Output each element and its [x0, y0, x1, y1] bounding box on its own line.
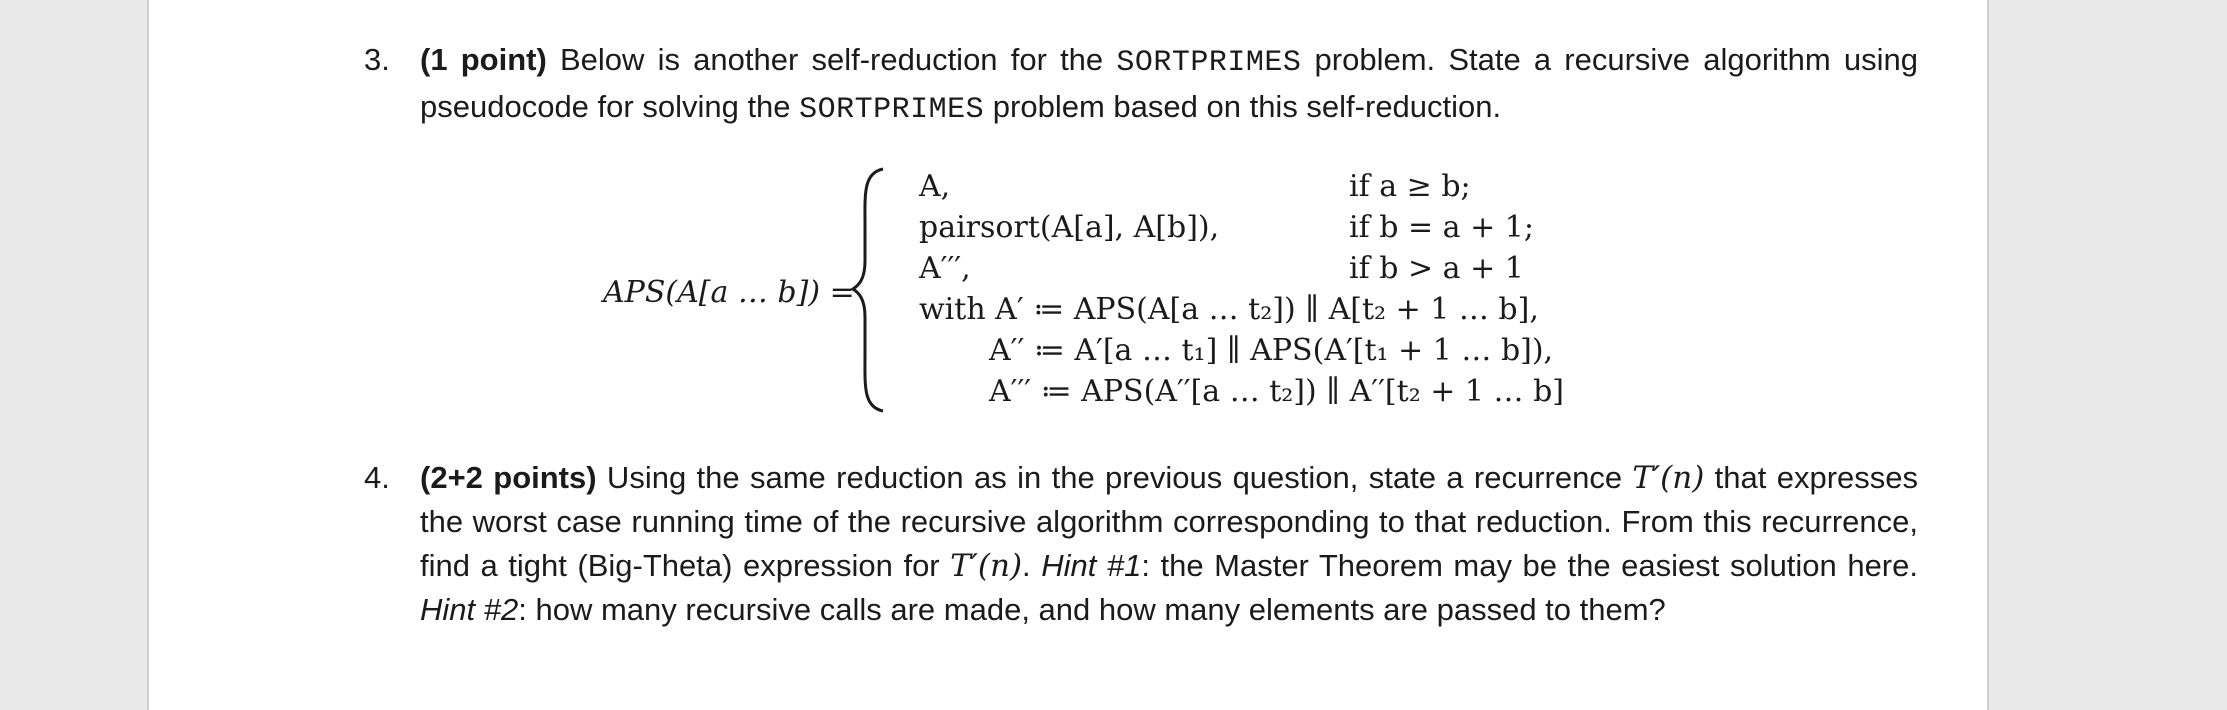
code-sortprimes-1: SORTPRIMES	[1116, 46, 1302, 80]
row-1-expr: A,	[919, 169, 951, 204]
code-sortprimes-2: SORTPRIMES	[799, 93, 985, 127]
math-t-prime-n-1: T′(n)	[1632, 460, 1705, 496]
math-t-prime-n-2: T′(n)	[950, 548, 1023, 584]
hint-2-label: Hint #2	[420, 592, 519, 627]
question-3-text-b: problem. State a recursive algorithm using pseudocode for solving the	[420, 42, 1918, 124]
hint-1-label: Hint #1	[1041, 548, 1142, 583]
document-page	[147, 0, 1989, 710]
question-4-text-b: that expresses the worst case running time of the recursive algorithm corresponding to that reduction. From this recurrence, find a tight (Big-Theta) expression for	[420, 460, 1918, 583]
question-3-text-a: Below is another self-reduction for the	[546, 42, 1117, 77]
row-5-expr: A′′ ≔ A′[a … t₁] ∥ APS(A′[t₁ + 1 … b]),	[989, 333, 1554, 368]
row-1-cond: if a ≥ b;	[1349, 169, 1471, 204]
question-4-number: 4.	[364, 460, 390, 495]
row-2-expr: pairsort(A[a], A[b]),	[919, 210, 1220, 245]
question-3-points: (1 point)	[420, 42, 547, 77]
question-3-text	[420, 38, 1918, 132]
hint-1-text: : the Master Theorem may be the easiest solution here.	[1141, 548, 1918, 583]
row-3-expr: A′′′,	[919, 251, 971, 286]
row-2-cond: if b = a + 1;	[1349, 210, 1534, 245]
row-6-expr: A′′′ ≔ APS(A′′[a … t₂]) ∥ A′′[t₂ + 1 … b]	[989, 374, 1564, 409]
row-4-expr: with A′ ≔ APS(A[a … t₂]) ∥ A[t₂ + 1 … b],	[919, 292, 1539, 327]
question-4-points: (2+2 points)	[420, 460, 597, 495]
question-3-text-c: problem based on this self-reduction.	[984, 89, 1502, 124]
hint-2-text: : how many recursive calls are made, and how many elements are passed to them?	[518, 592, 1666, 627]
equation-lhs: APS(A[a … b]) =	[603, 275, 855, 310]
question-4-text-a: Using the same reduction as in the previous question, state a recurrence	[596, 460, 1633, 495]
question-3-number: 3.	[364, 42, 390, 77]
question-4-text-c: .	[1022, 548, 1042, 583]
question-4-text	[420, 456, 1918, 632]
row-3-cond: if b > a + 1	[1349, 251, 1524, 286]
left-brace	[849, 165, 899, 415]
